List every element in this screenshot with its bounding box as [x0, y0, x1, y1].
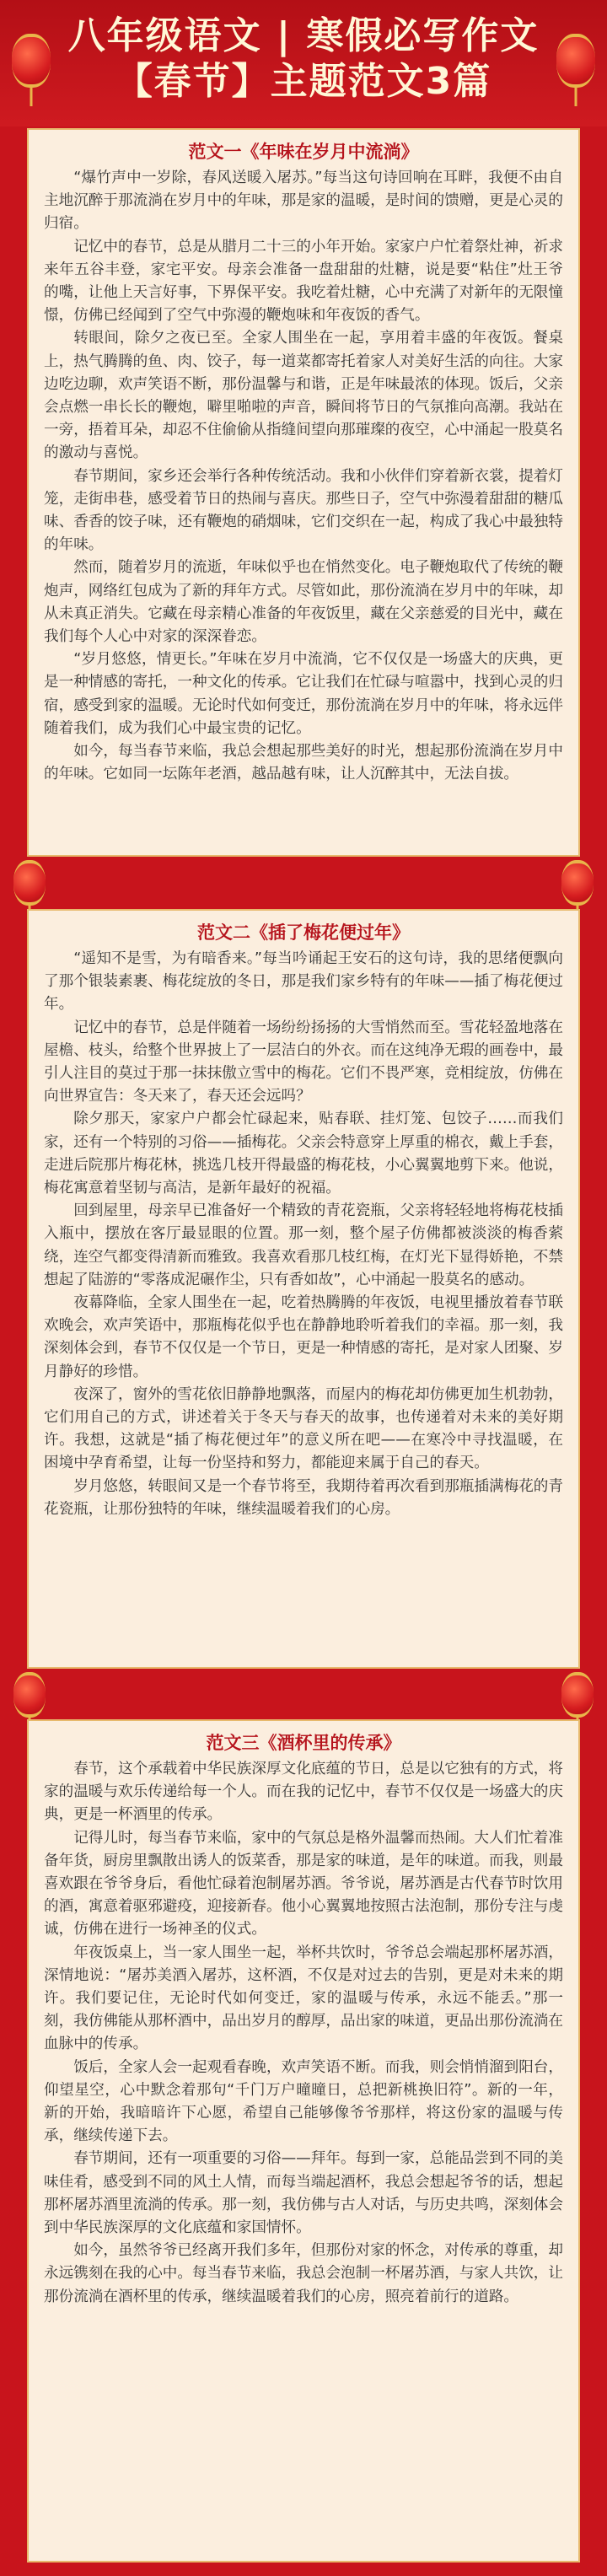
divider-band-1: [0, 857, 607, 909]
page-title: 八年级语文 | 寒假必写作文: [67, 14, 540, 57]
essay-paragraph: 回到屋里，母亲早已准备好一个精致的青花瓷瓶，父亲将轻轻地将梅花枝插入瓶中，摆放在客厅最显眼的位置。那一刻，整个屋子仿佛都被淡淡的梅香萦绕，连空气都变得清新而雅致。我喜欢看那几枝红梅，在灯光下显得娇艳，不禁想起了陆游的“零落成泥碾作尘，只有香如故”，心中涌起一股莫名的感动。: [44, 1202, 563, 1288]
essay-title: 范文三《酒杯里的传承》: [206, 1733, 401, 1753]
essay-paragraph: 饭后，全家人会一起观看春晚，欢声笑语不断。而我，则会悄悄溜到阳台，仰望星空，心中默念着那句“千门万户曈曈日，总把新桃换旧符”。新的一年，新的开始，我暗暗许下心愿，希望自己能够像爷爷那样，将这份家的温暖与传承，继续传递下去。: [44, 2058, 563, 2145]
essay-paragraph: 如今，每当春节来临，我总会想起那些美好的时光，想起那份流淌在岁月中的年味。它如同一坛陈年老酒，越品越有味，让人沉醉其中，无法自拔。: [44, 743, 563, 783]
lantern-right-icon: [556, 34, 595, 88]
essay-paragraph: 记忆中的春节，总是伴随着一场纷纷扬扬的大雪悄然而至。雪花轻盈地落在屋檐、枝头，给整个世界披上了一层洁白的外衣。而在这纯净无瑕的画卷中，最引人注目的莫过于那一抹抹傲立雪中的梅花。它们不畏严寒，竞相绽放，仿佛在向世界宣告：冬天来了，春天还会远吗？: [44, 1019, 563, 1105]
essay-card-1: [27, 128, 580, 857]
page-subtitle: 【春节】主题范文3篇: [115, 60, 492, 103]
essay-paragraph: 记得儿时，每当春节来临，家中的气氛总是格外温馨而热闹。大人们忙着准备年货，厨房里飘散出诱人的饭菜香，那是家的味道，是年的味道。而我，则最喜欢跟在爷爷身后，看他忙碌着泡制屠苏酒。爷爷说，屠苏酒是古代春节时饮用的酒，寓意着驱邪避疫，迎接新春。他小心翼翼地按照古法泡制，那份专注与虔诚，仿佛在进行一场神圣的仪式。: [44, 1829, 563, 1939]
lantern-icon: [13, 1672, 46, 1718]
essay-paragraph: “岁月悠悠，情更长。”年味在岁月中流淌，它不仅仅是一场盛大的庆典，更是一种情感的寄托，一种文化的传承。它让我们在忙碌与喧嚣中，找到心灵的归宿，感受到家的温暖。无论时代如何变迁，那份流淌在岁月中的年味，将永远伴随着我们，成为我们心中最宝贵的记忆。: [44, 651, 563, 737]
essay-paragraph: 春节，这个承载着中华民族深厚文化底蕴的节日，总是以它独有的方式，将家的温暖与欢乐传递给每一个人。而在我的记忆中，春节不仅仅是一场盛大的庆典，更是一杯酒里的传承。: [44, 1761, 563, 1824]
essay-paragraph: 如今，虽然爷爷已经离开我们多年，但那份对家的怀念，对传承的尊重，却永远镌刻在我的心中。每当春节来临，我总会泡制一杯屠苏酒，与家人共饮，让那份流淌在酒杯里的传承，继续温暖着我们的心房，照亮着前行的道路。: [44, 2242, 563, 2305]
essay-paragraph: “遥知不是雪，为有暗香来。”每当吟诵起王安石的这句诗，我的思绪便飘向了那个银装素裹、梅花绽放的冬日，那是我们家乡特有的年味——插了梅花便过年。: [44, 950, 563, 1014]
essay-title: 范文二《插了梅花便过年》: [197, 922, 410, 943]
essay-paragraph: 夜深了，窗外的雪花依旧静静地飘落，而屋内的梅花却仿佛更加生机勃勃，它们用自己的方式，讲述着关于冬天与春天的故事，也传递着对未来的美好期许。我想，这就是“插了梅花便过年”的意义所在吧——在寒冷中寻找温暖，在困境中孕育希望，让每一份坚持和努力，都能迎来属于自己的春天。: [44, 1385, 563, 1472]
lantern-icon: [561, 860, 594, 906]
lantern-left-icon: [12, 34, 51, 88]
essay-paragraph: 夜幕降临，全家人围坐在一起，吃着热腾腾的年夜饭，电视里播放着春节联欢晚会，欢声笑语中，那瓶梅花似乎也在静静地聆听着我们的幸福。那一刻，我深刻体会到，春节不仅仅是一个节日，更是一种情感的寄托，是对家人团聚、岁月静好的珍惜。: [44, 1294, 563, 1380]
essay-title: 范文一《年味在岁月中流淌》: [188, 142, 419, 162]
essay-paragraph: 然而，随着岁月的流逝，年味似乎也在悄然变化。电子鞭炮取代了传统的鞭炮声，网络红包成为了新的拜年方式。尽管如此，那份流淌在岁月中的年味，却从未真正消失。它藏在母亲精心准备的年夜饭里，藏在父亲慈爱的目光中，藏在我们每个人心中对家的深深眷恋。: [44, 559, 563, 646]
page-header: [0, 0, 607, 126]
essay-card-2: [27, 909, 580, 1669]
essay-paragraph: 记忆中的春节，总是从腊月二十三的小年开始。家家户户忙着祭灶神，祈求来年五谷丰登，家宅平安。母亲会准备一盘甜甜的灶糖，说是要“粘住”灶王爷的嘴，让他上天言好事，下界保平安。我吃着灶糖，心中充满了对新年的无限憧憬，仿佛已经闻到了空气中弥漫的鞭炮味和年夜饭的香气。: [44, 238, 563, 325]
essay-paragraph: 除夕那天，家家户户都会忙碌起来，贴春联、挂灯笼、包饺子……而我们家，还有一个特别的习俗——插梅花。父亲会特意穿上厚重的棉衣，戴上手套，走进后院那片梅花林，挑选几枝开得最盛的梅花枝，小心翼翼地剪下来。他说，梅花寓意着坚韧与高洁，是新年最好的祝福。: [44, 1111, 563, 1197]
essay-paragraph: 岁月悠悠，转眼间又是一个春节将至，我期待着再次看到那瓶插满梅花的青花瓷瓶，让那份独特的年味，继续温暖着我们的心房。: [44, 1477, 563, 1518]
lantern-icon: [13, 860, 46, 906]
essay-paragraph: 春节期间，家乡还会举行各种传统活动。我和小伙伴们穿着新衣裳，提着灯笼，走街串巷，感受着节日的热闹与喜庆。那些日子，空气中弥漫着甜甜的糖瓜味、香香的饺子味，还有鞭炮的硝烟味，它们交织在一起，构成了我心中最独特的年味。: [44, 467, 563, 554]
essay-paragraph: “爆竹声中一岁除，春风送暖入屠苏。”每当这句诗回响在耳畔，我便不由自主地沉醉于那流淌在岁月中的年味，那是家的温暖，是时间的馈赠，更是心灵的归宿。: [44, 169, 563, 233]
divider-band-2: [0, 1669, 607, 1719]
essay-body: [29, 948, 578, 1531]
essay-body: [29, 1758, 578, 2319]
essay-paragraph: 春节期间，还有一项重要的习俗——拜年。每到一家，总能品尝到不同的美味佳肴，感受到不同的风土人情，而每当端起酒杯，我总会想起爷爷的话，想起那杯屠苏酒里流淌的传承。那一刻，我仿佛与古人对话，与历史共鸣，深刻体会到中华民族深厚的文化底蕴和家国情怀。: [44, 2150, 563, 2237]
lantern-icon: [561, 1672, 594, 1718]
essay-body: [29, 167, 578, 796]
essay-paragraph: 转眼间，除夕之夜已至。全家人围坐在一起，享用着丰盛的年夜饭。餐桌上，热气腾腾的鱼、肉、饺子，每一道菜都寄托着家人对美好生活的向往。大家边吃边聊，欢声笑语不断，那份温馨与和谐，正是年味最浓的体现。饭后，父亲会点燃一串长长的鞭炮，噼里啪啦的声音，瞬间将节日的气氛推向高潮。我站在一旁，捂着耳朵，却忍不住偷偷从指缝间望向那璀璨的夜空，心中涌起一股莫名的激动与喜悦。: [44, 330, 563, 462]
essay-card-3: [27, 1719, 580, 2563]
essay-paragraph: 年夜饭桌上，当一家人围坐一起，举杯共饮时，爷爷总会端起那杯屠苏酒，深情地说：“屠苏美酒入屠苏，这杯酒，不仅是对过去的告别，更是对未来的期许。我们要记住，无论时代如何变迁，家的温暖与传承，永远不能丢。”那一刻，我仿佛能从那杯酒中，品出岁月的醇厚，品出家的味道，更品出那份流淌在血脉中的传承。: [44, 1944, 563, 2053]
